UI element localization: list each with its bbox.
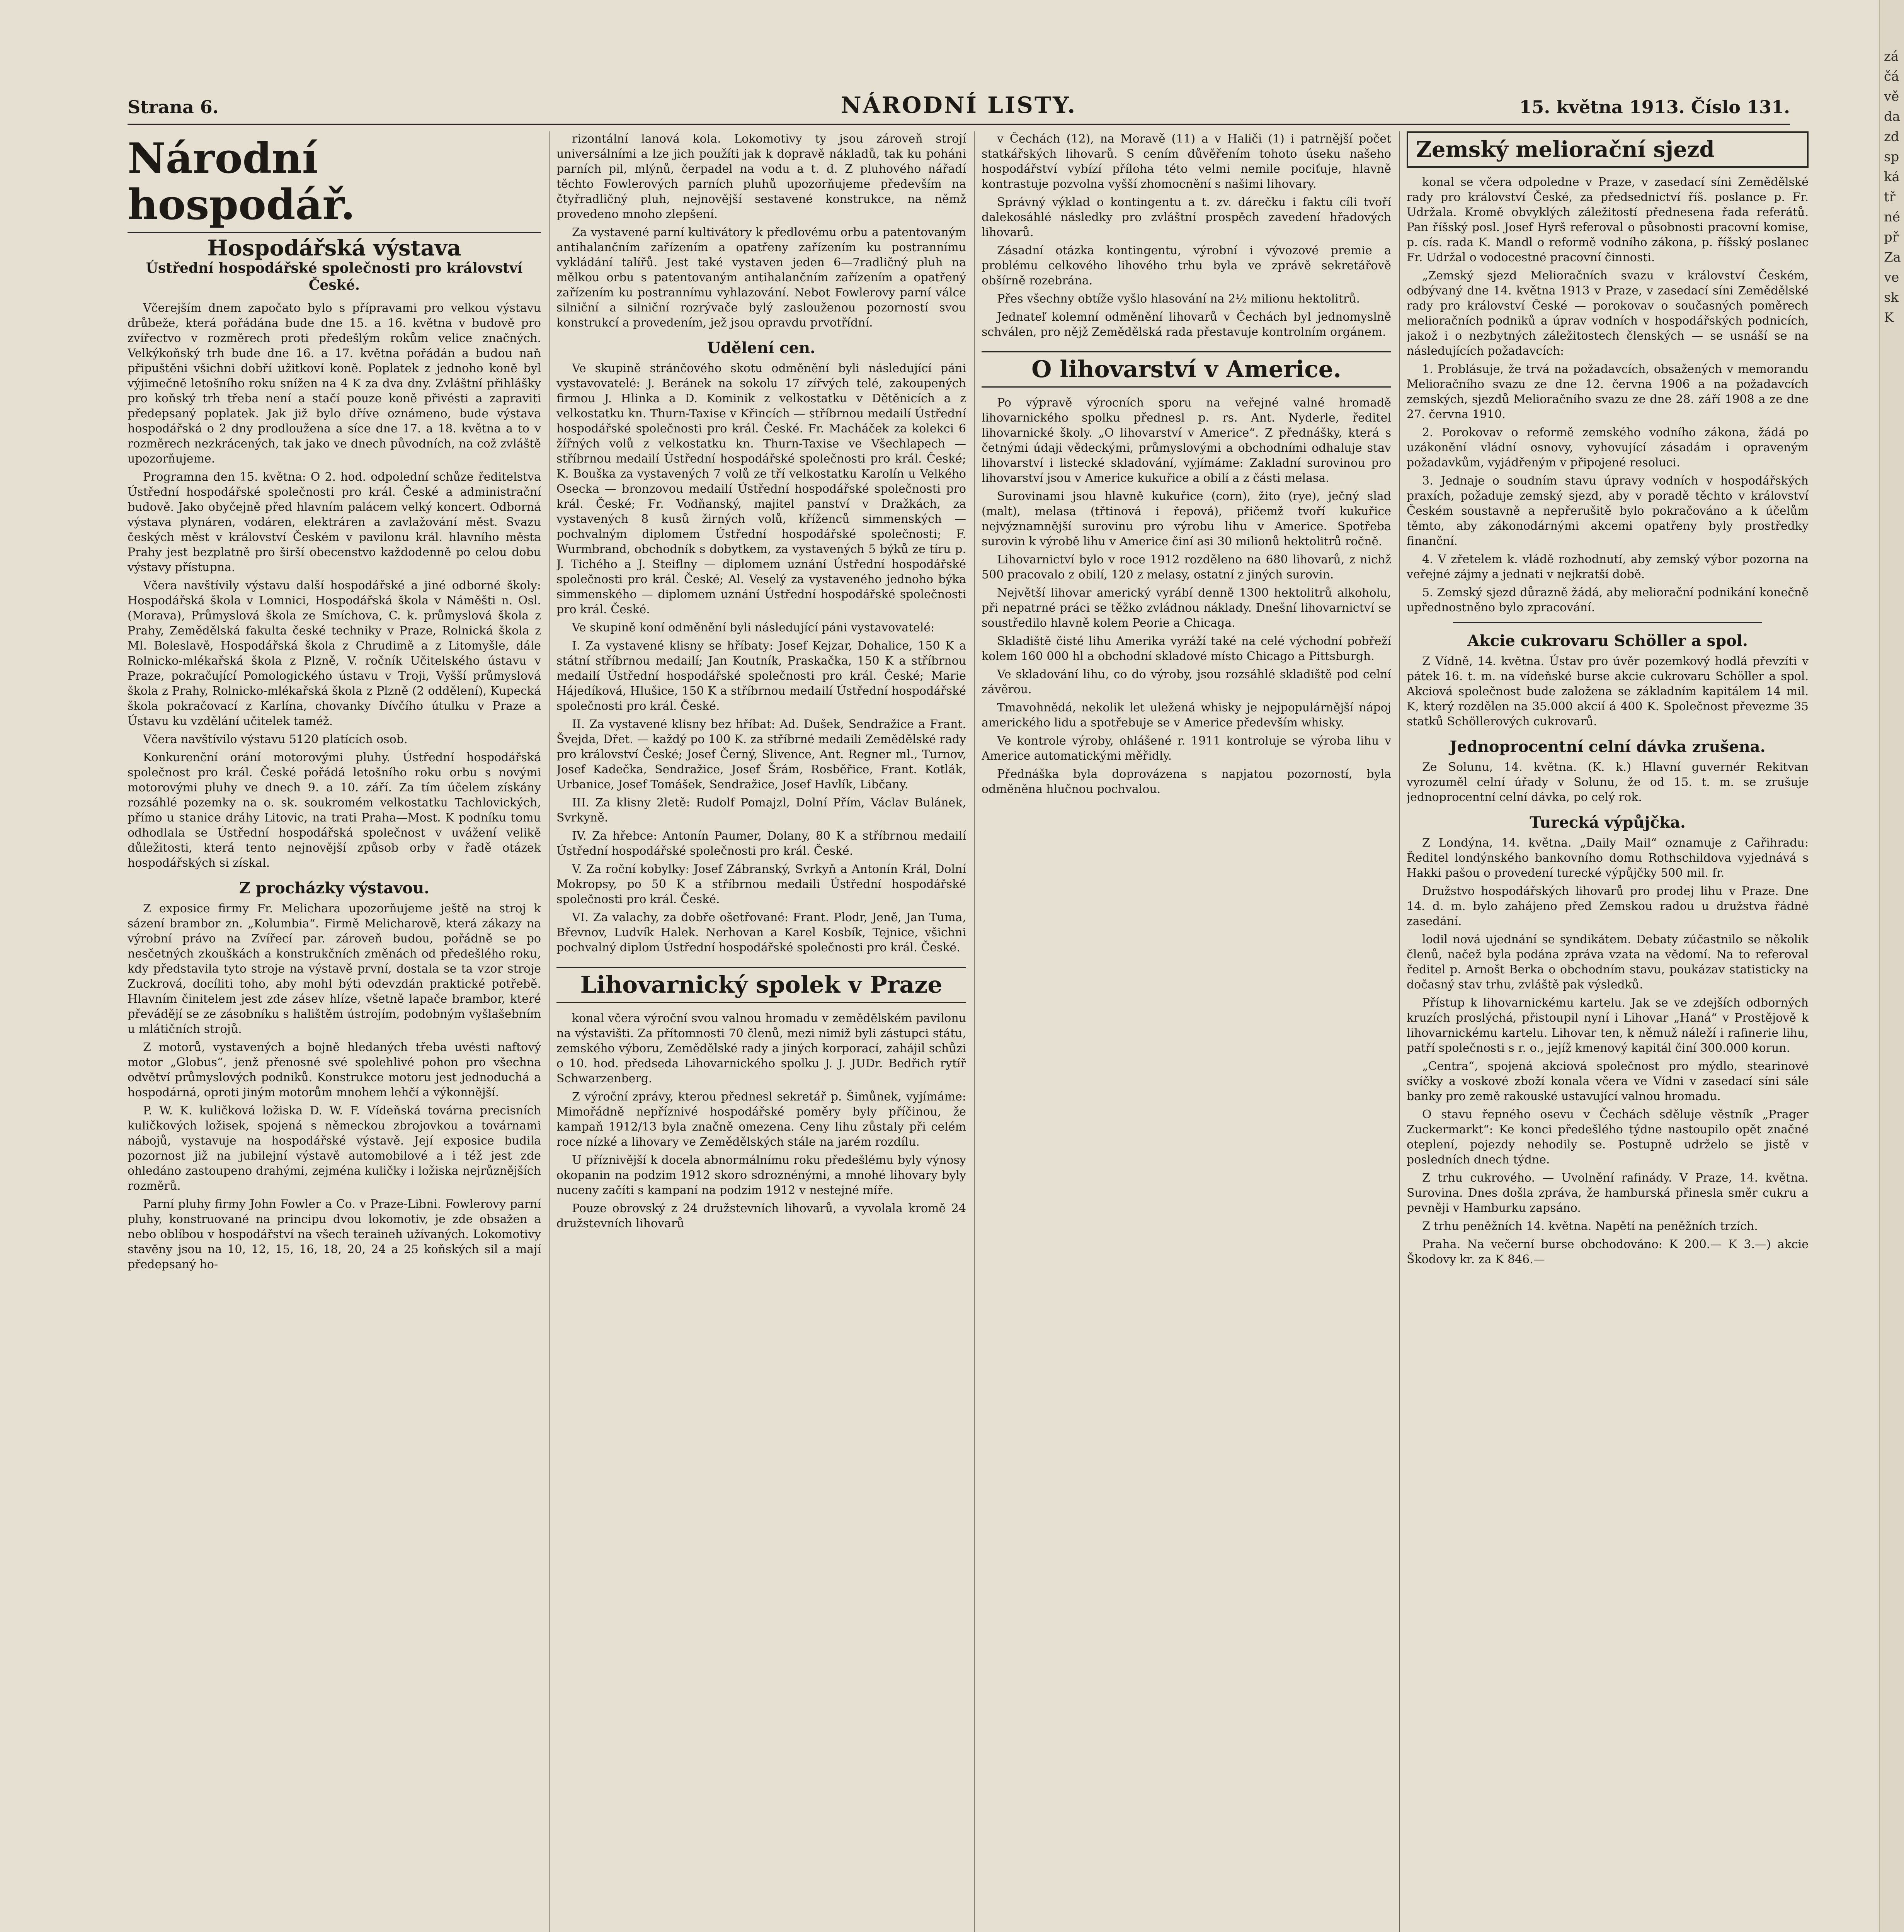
paragraph: Surovinami jsou hlavně kukuřice (corn), žito (rye), ječný slad (malt), melasa (třtinová i řepová), přičemž tvoří kukuřice nejvýznamnější surovinu pro výrobu lihu v Americe. Spotřeba surovin k výrobě lihu v Americe činí asi 30 milionů hektolitrů ročně. [982, 490, 1391, 548]
paragraph: Praha. Na večerní burse obchodováno: K 200.— K 3.—) akcie Škodovy kr. za K 846.— [1407, 1238, 1809, 1266]
divider [1453, 622, 1762, 623]
section-title: Národní hospodář. [128, 135, 541, 233]
paragraph: O stavu řepného osevu v Čechách sděluje věstník „Prager Zuckermarkt“: Ke konci předešlého týdne nastoupilo opět značné oteplení, pojezdy nehodily se. Postupně udrželo se jistě v posledních dnech týdne. [1407, 1108, 1809, 1167]
article-title: Udělení cen. [707, 339, 815, 357]
page-header [128, 89, 1790, 125]
paragraph: Přednáška byla doprovázena s napjatou pozorností, byla odměněna hlučnou pochvalou. [982, 767, 1391, 796]
paragraph: konal se včera odpoledne v Praze, v zasedací síni Zemědělské rady pro království České, za předsednictví říš. poslance p. Fr. Udržala. Kromě obvyklých záležitostí přednesena řada referátů. Pan říšský posl. Josef Hyrš referoval o působnosti pracovní komise, p. cís. rada K. Mandl o reformě vodního zákona, p. říšský poslanec Fr. Udržal o vodocestné pracovní činnosti. [1407, 175, 1809, 264]
paragraph: lodil nová ujednání se syndikátem. Debaty zúčastnilo se několik členů, načež byla podána zpráva vzata na vědomí. Na to referoval ředitel p. Arnošt Berka o obchodním stavu, poukázav statisticky na dočasný stav trhu, zvláště pak výsledků. [1407, 933, 1809, 992]
column-3 [982, 131, 1391, 1932]
column-4 [1407, 131, 1809, 1932]
paragraph: Ze Solunu, 14. května. (K. k.) Hlavní guvernér Rekitvan vyrozuměl celní úřady v Solunu, že od 15. t. m. se zrušuje jednoprocentní celní dávka, po celý rok. [1407, 760, 1809, 804]
paragraph: Konkurenční orání motorovými pluhy. Ústřední hospodářská společnost pro král. České pořádá letošního roku orbu s novými motorovými pluhy ve dnech 9. a 10. září. Za tím účelem získány rozsáhlé pozemky na o. sk. soukromém velkostatku Tachlovických, přímo u stanice dráhy Litovic, na trati Praha—Most. K podníku tomu odhodlala se Ústřední hospodářská společnost v uvážení velikě důležitosti, která tento nejnovější způsob orby v řadě otázek hospodářských si získal. [128, 751, 541, 870]
paragraph: Včera navštívilo výstavu 5120 platících osob. [143, 733, 408, 746]
paragraph: Z výroční zprávy, kterou přednesl sekretář p. Šimůnek, vyjímáme: Mimořádně nepříznivé hospodářské poměry byly příčinou, že kampaň 1912/13 byla značně omezena. Ceny lihu zůstaly při celém roce nízké a lihovary ve Zemědělských stále na jarém rozdílu. [556, 1090, 966, 1149]
paragraph: Z motorů, vystavených a bojně hledaných třeba uvésti naftový motor „Globus“, jenž přenosné své spolehlivé pohon pro všechna odvětví průmyslových podniků. Konstrukce motoru jest jednoduchá a hospodárná, oproti jiným motorům mnohem lehčí a výkonnější. [128, 1041, 541, 1099]
paragraph: II. Za vystavené klisny bez hříbat: Ad. Dušek, Sendražice a Frant. Švejda, Dřet. — každý po 100 K. za stříbrné medaili Zemědělské rady pro království České; Josef Černý, Slivence, Ant. Regner ml., Turnov, Josef Kadečka, Sendražice, Josef Šrám, Rosběřice, Frant. Kotlák, Urbanice, Josef Tomášek, Sendražice, Josef Havlík, Libčany. [556, 718, 966, 791]
article-title: Turecká výpůjčka. [1530, 813, 1686, 832]
newspaper-name: NÁRODNÍ LISTY. [841, 92, 1077, 118]
column-rule [549, 131, 550, 1932]
paragraph: 1. Problásuje, že trvá na požadavcích, obsažených v memorandu Melioračního svazu ze dne 12. června 1906 a na požadavcích zemských, sjezdů Melioračního svazu ze dne 28. září 1908 a ze dne 27. června 1910. [1407, 362, 1809, 421]
paragraph: Z trhu cukrového. — Uvolnění rafinády. V Praze, 14. května. Surovina. Dnes došla zpráva, že hamburská přinesla směr cukru a pevněji v Hamburku zapsáno. [1407, 1171, 1809, 1215]
paragraph: rizontální lanová kola. Lokomotivy ty jsou zároveň strojí universálními a lze jich použíti jak k dopravě nákladů, tak ku poháni parních pil, mlýnů, čerpadel na vodu a t. d. Z pluhového nářadí těchto Fowlerových parních pluhů upozorňujeme především na čtyřradličný pluh, nejnovější sestavené konstrukce, na němž provedeno mnoho zlepšení. [556, 132, 966, 221]
paragraph: Skladiště čisté lihu Amerika vyráží také na celé východní pobřeží kolem 160 000 hl a obchodní skladové místo Chicago a Pittsburgh. [982, 634, 1391, 663]
paragraph: Největší lihovar americký vyrábí denně 1300 hektolitrů alkoholu, při nepatrné práci se těžko zvládnou náklady. Dnešní lihovarnictví se soustředilo hlavně kolem Peorie a Chicaga. [982, 586, 1391, 630]
paragraph: „Centra“, spojená akciová společnost pro mýdlo, stearinové svíčky a voskové zboží konala včera ve Vídni v zasedací síni sále banky pro země rakouské ustavující valnou hromadu. [1407, 1060, 1809, 1103]
paragraph: U příznivější k docela abnormálnímu roku předešlému byly výnosy okopanin na podzim 1912 skoro sdroznénými, a mnohé lihovary byly nuceny začíti s kampaní na podzim 1912 v nestejné míře. [556, 1153, 966, 1197]
paragraph: 5. Zemský sjezd důrazně žádá, aby meliorační podnikání konečně upřednostněno bylo zpracování. [1407, 586, 1809, 614]
paragraph: 2. Porokovav o reformě zemského vodního zákona, žádá po uzákonění vládní osnovy, vyhovující zásadám i opraveným požadavkům, vyjádřeným v připojené resoluci. [1407, 426, 1809, 469]
paragraph: Z Londýna, 14. května. „Daily Mail“ oznamuje z Cařihradu: Ředitel londýnského bankovního domu Rothschildova vyjednává s Hakki pašou o provedení turecké výpůjčky 500 mil. fr. [1407, 836, 1809, 880]
paragraph: Programna den 15. května: O 2. hod. odpolední schůze ředitelstva Ústřední hospodářské společnosti pro král. České a administrační budově. Jako obyčejně před hlavním palácem velký koncert. Odborná výstava plynáren, vodáren, elektráren a zavlažování měst. Svazu českých měst v království Českém v pavilonu král. hlavního města Prahy jest bezplatně pro širší obecenstvo každodenně po celou dobu výstavy přístupna. [128, 470, 541, 574]
paragraph: III. Za klisny 2letě: Rudolf Pomajzl, Dolní Přím, Václav Bulánek, Svrkyně. [556, 796, 966, 825]
issue-date: 15. května 1913. Číslo 131. [1519, 97, 1790, 117]
paragraph: Parní pluhy firmy John Fowler a Co. v Praze-Libni. Fowlerovy parní pluhy, konstruované na principu dvou lokomotiv, je zde obsažen a nebo oblíbou v hospodářství na všech teraineh užívaných. Lokomotivy stavěny jsou na 10, 12, 15, 16, 18, 20, 24 a 25 koňských sil a mají předepsaný ho- [128, 1197, 541, 1271]
column-rule [974, 131, 975, 1932]
paragraph: Z Vídně, 14. května. Ústav pro úvěr pozemkový hodlá převzíti v pátek 16. t. m. na vídeňské burse akcie cukrovaru Schöller a spol. Akciová společnost bude založena se základním kapitálem 14 mil. K, který rozdělen na 35.000 akcií á 400 K. Společnost převezme 35 statků Schöllerových cukrovarů. [1407, 655, 1809, 728]
paragraph: Družstvo hospodářských lihovarů pro prodej lihu v Praze. Dne 14. d. m. bylo zahájeno před Zemskou radou u družstva řádné zasedání. [1407, 884, 1809, 928]
paragraph: Lihovarnictví bylo v roce 1912 rozděleno na 680 lihovarů, z nichž 500 pracovalo z obilí, 120 z melasy, ostatní z jiných surovin. [982, 553, 1391, 582]
paragraph: Po výpravě výrocních sporu na veřejné valné hromadě lihovarnického spolku přednesl p. rs. Ant. Nyderle, ředitel lihovarnické školy. „O lihovarství v Americe“. Z přednášky, která s četnými údaji vědeckými, průmyslovými a obchodními odhaluje stav lihovarství i listecké skladování, vyjímáme: Zakladní surovinou pro lihovarství jsou v Americe kukuřice a obilí a z části melasa. [982, 396, 1391, 485]
paragraph: Za vystavené parní kultivátory k předlovému orbu a patentovaným antihalančním zařízením a opatřeny zařízením ku postrannímu vykládání talířů. Jest také vystaven jeden 6—7radličný pluh na mělkou orbu s patentovaným antihalančním zařízením a opatřený zařízením ku postrannímu vyhlazování. Nebot Fowlerovy parní válce silniční a silniční rozrývače bylý zaslouženou pozorností svou konstrukcí a provedením, jež jsou opravdu prvotřídní. [556, 226, 966, 330]
adjacent-page-edge [1879, 0, 1904, 1932]
column-1 [128, 131, 541, 1932]
article-title: Zemský meliorační sjezd [1407, 131, 1809, 168]
article-title: O lihovarství v Americe. [982, 351, 1391, 388]
paragraph: v Čechách (12), na Moravě (11) a v Haliči (1) i patrnější počet statkářských lihovarů. S cením důvěřením tohoto úseku našeho hospodářství vybízí příloha této velmi nemile pociťuje, hlavně kontrastuje pozvolna vyšší zhomocnění s našimi lihovary. [982, 132, 1391, 191]
article-deck: Ústřední hospodářské společnosti pro království České. [146, 260, 523, 293]
paragraph: Jednateľ kolemní odměnění lihovarů v Čechách byl jednomyslně schválen, pro nějž Zemědělská rada přestavuje kontrolním orgánem. [982, 310, 1391, 339]
paragraph: P. W. K. kuličková ložiska D. W. F. Vídeňská továrna precisních kuličkových ložisek, spojená s německou zbrojovkou a továrnami nábojů, vystavuje na hospodářské výstavě. Její exposice budila pozornost již na jubilejní výstavě automobilové a i též jest zde ohledáno zastoupeno drahými, zejména kuličky i ložiska nejrůznějších rozměrů. [128, 1104, 541, 1193]
paragraph: Z exposice firmy Fr. Melichara upozorňujeme ještě na stroj k sázení brambor zn. „Kolumbia“. Firmě Melicharově, která zákazy na výrobní právo na Zvířecí par. zároveň budou, pořádně se po nesčetných zkouškách a konstrukčních změnách od předešlého roku, kdy představila tyto stroje na výstavě první, dostala se ta vzor stroje Zuckrová, docíliti toho, aby mohl býti odevzdán praktické potřebě. Hlavním činitelem jest zde zásev hlíze, všetně lapače brambor, které převádějí se ze zásobníku s halištěm ústrojím, podobným vyšlašebním u mlátičních strojů. [128, 902, 541, 1036]
paragraph: Ve skupině koní odměnění byli následující páni vystavovatelé: [572, 621, 935, 634]
paragraph: Z trhu peněžních 14. května. Napětí na peněžních trzích. [1422, 1219, 1758, 1233]
paragraph: Ve kontrole výroby, ohlášené r. 1911 kontroluje se výroba lihu v Americe automatickými měřidly. [982, 734, 1391, 763]
paragraph: Přístup k lihovarnickému kartelu. Jak se ve zdejších odborných kruzích proslýchá, přistoupil nyní i Lihovar „Haná“ v Prostějově k lihovarnickému kartelu. Lihovar ten, k němuž náleží i rafinerie lihu, patří společnosti s r. o., jejíž kmenový kapitál činí 300.000 korun. [1407, 996, 1809, 1055]
paragraph: „Zemský sjezd Melioračních svazu v království Českém, odbývaný dne 14. května 1913 v Praze, v zasedací síni Zemědělské rady pro království České — porokovav o současných poměrech melioračních podniků a úprav vodních v hospodářských podnicích, jakož i o nezbytných záležitostech členských — se usnáší se na následujících požadavcích: [1407, 269, 1809, 358]
column-2 [556, 131, 966, 1932]
paragraph: Tmavohnědá, nekolik let uležená whisky je nejpopulárnější nápoj amerického lidu a spotřebuje se v Americe především whisky. [982, 701, 1391, 730]
article-title: Jednoprocentní celní dávka zrušena. [1450, 738, 1766, 756]
paragraph: Ve skupině stránčového skotu odměnění byli následující páni vystavovatelé: J. Beránek na sokolu 17 zířvých telé, zakoupených firmou J. Hlinka a D. Kominik z velkostatku v Dětěnicích a z velkostatku kn. Thurn-Taxise v Křincích — stříbrnou medailí Ústřední hospodářské společnosti pro král. České. Fr. Macháček za kolekci 6 žířných volů z velkostatku kn. Thurn-Taxise ve Všechlapech — stříbrnou medailí Ústřední hospodářské společnosti pro král. České; K. Bouška za vystavených 7 volů ze tří velkostatku Karolín u Velkého Osecka — bronzovou medailí Ústřední hospodářské společnosti pro král. České; Fr. Vodňanský, majitel panství v Dražkách, za vystavených 8 kusů žirných volů, kříženců simmenských — pochvalným diplomem Ústřední hospodářské společnosti; F. Wurmbrand, obchodník s dobytkem, za vystavených 5 býků ze tíru p. J. Tichého a J. Steiflny — diplomem uznání Ústřední hospodářské společnosti pro král. České; Al. Veselý za vystaveného jednoho býka simmenského — diplomem uznání Ústřední hospodářské společnosti pro král. České. [556, 362, 966, 616]
paragraph: Včera navštívily výstavu další hospodářské a jiné odborné školy: Hospodářská škola v Lomnici, Hospodářská škola v Náměšti n. Osl. (Morava), Průmyslová škola ze Smíchova, C. k. průmyslová škola z Prahy, Zemědělská fakulta české techniky v Praze, Rolnická škola z Ml. Boleslavě, Hospodářská škola z Chrudimě a z Litomyšle, dále Rolnicko-mlékařská škola z Plzně, V. ročník Učitelského ústavu v Praze, pokračující Pomologického ústavu v Troji, Vyšší průmyslová škola z Prahy, Rolnicko-mlékařská škola z Plzně (2 oddělení), Kupecká škola pokračovací z Karlína, chovanky Dívčího útulku v Praze a Ústavu ku vzdělání učitelek taméž. [128, 579, 541, 728]
article-title: Hospodářská výstava [207, 235, 461, 261]
paragraph: Přes všechny obtíže vyšlo hlasování na 2½ milionu hektolitrů. [997, 292, 1360, 306]
paragraph: V. Za roční kobylky: Josef Zábranský, Svrkyň a Antonín Král, Dolní Mokropsy, po 50 K a stříbrnou medaili Ústřední hospodářské společnosti pro král. České. [556, 862, 966, 906]
paragraph: Včerejším dnem započato bylo s přípravami pro velkou výstavu drůbeže, která pořádána bude dne 15. a 16. května v budově pro zvířectvo v rozměrech proti předešlým rokům velice značných. Velkýkoňský trh bude dne 16. a 17. května pořádán a budou naň připuštěni všichni dobří užitkoví koně. Poplatek z jednoho koně byl výjimečně letošního roku snížen na 4 K za dva dny. Zvláštní přihlášky pro koňský trh třeba není a stačí pouze koně přivésti a zapraviti předepsaný poplatek. Jak již bylo dříve oznámeno, bude výstava hospodářská o 2 dny prodloužena a síce dne 17. a 18. května a to v rozměrech nezkrácených, tak jako ve dnech původních, na což zvláště upozorňujeme. [128, 301, 541, 466]
paragraph: 3. Jednaje o soudním stavu úpravy vodních v hospodářských praxích, požaduje zemský sjezd, aby v poradě těchto v království Českém soustavně a nepřerušitě bylo pokračováno a k účelům těmto, aby zákonodárnými akcemi opatřeny byly prostředky finanční. [1407, 474, 1809, 548]
paragraph: 4. V zřetelem k. vládě rozhodnutí, aby zemský výbor pozorna na veřejné zájmy a jednati v nejkratší době. [1407, 553, 1809, 581]
page-number: Strana 6. [128, 97, 219, 117]
article-title: Akcie cukrovaru Schöller a spol. [1467, 632, 1748, 650]
paragraph: I. Za vystavené klisny se hříbaty: Josef Kejzar, Dohalice, 150 K a státní stříbrnou medailí; Jan Koutník, Praskačka, 150 K a stříbrnou medailí Ústřední hospodářské společnosti pro král. České; Marie Hájedíková, Hlušice, 150 K a stříbrnou medailí Ústřední hospodářské společnosti pro král. České. [556, 639, 966, 713]
paragraph: VI. Za valachy, za dobře ošetřované: Frant. Plodr, Jeně, Jan Tuma, Břevnov, Ludvík Halek. Nerhovan a Karel Kosbík, Tejnice, všichni pochvalný diplom Ústřední hospodářské společnosti pro král. České. [556, 911, 966, 954]
paragraph: Zásadní otázka kontingentu, výrobní i vývozové premie a problému celkového lihového trhu byla ve zprávě sekretářově obšírně rozebrána. [982, 244, 1391, 287]
article-title: Lihovarnický spolek v Praze [556, 967, 966, 1003]
paragraph: Pouze obrovský z 24 družstevních lihovarů, a vyvolala kromě 24 družstevních lihovarů [556, 1202, 966, 1230]
adjacent-page-text: zá čá vě da zd sp ká tř né př Za ve sk K [1884, 49, 1901, 325]
paragraph: Ve skladování lihu, co do výroby, jsou rozsáhlé skladiště pod celní závěrou. [982, 668, 1391, 696]
paragraph: Správný výklad o kontingentu a t. zv. dárečku i faktu cíli tvoří dalekosáhlé následky pro zvláštní prospěch zavedení hřadových lihovarů. [982, 196, 1391, 239]
paragraph: konal včera výroční svou valnou hromadu v zemědělském pavilonu na výstavišti. Za přítomnosti 70 členů, mezi nimiž byli zástupci státu, zemského výboru, Zemědělské rady a jiných korporací, zahájil schůzi o 10. hod. předseda Lihovarnického spolku J. J. JUDr. Bedřich rytíř Schwarzenberg. [556, 1012, 966, 1085]
column-rule [1399, 131, 1400, 1932]
article-title: Z procházky výstavou. [239, 879, 430, 897]
paragraph: IV. Za hřebce: Antonín Paumer, Dolany, 80 K a stříbrnou medailí Ústřední hospodářské společnosti pro král. České. [556, 829, 966, 858]
